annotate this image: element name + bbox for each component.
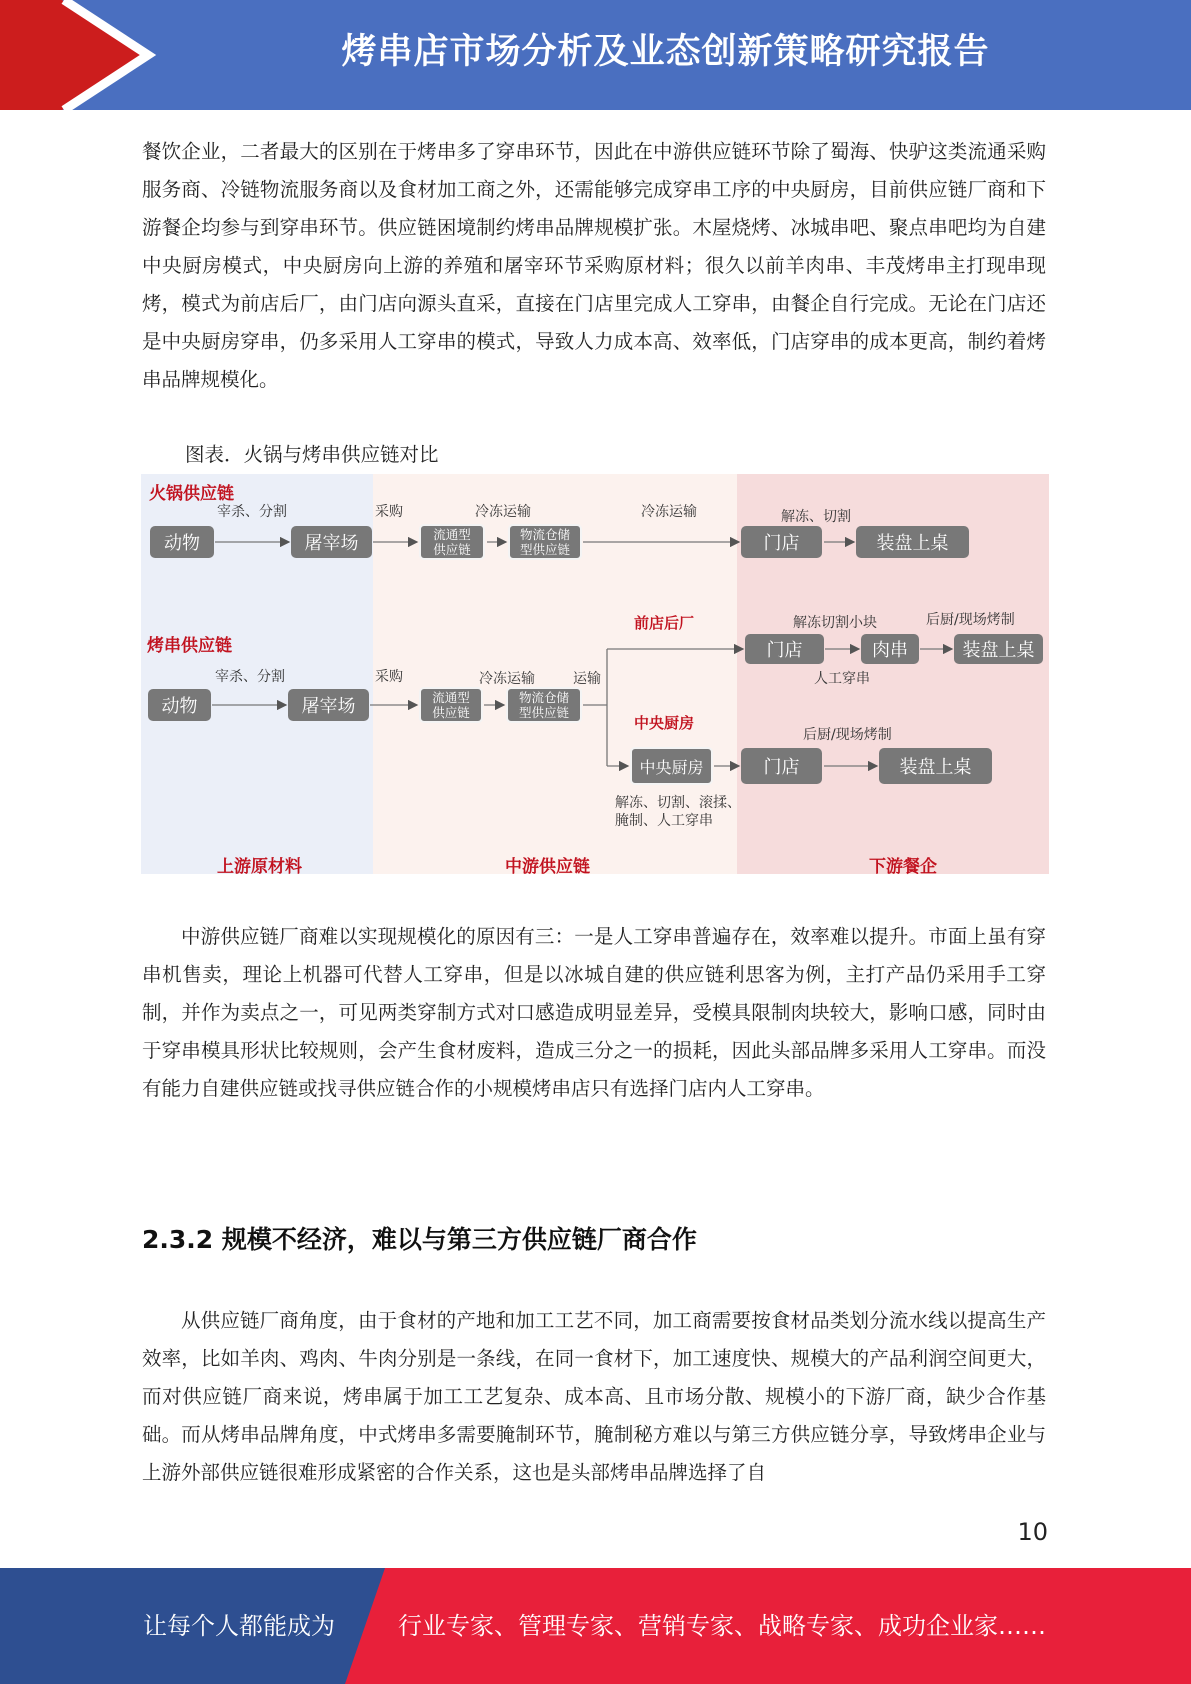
skewer-serve-box-2: 装盘上桌 bbox=[879, 748, 992, 784]
paragraph-1: 餐饮企业，二者最大的区别在于烤串多了穿串环节，因此在中游供应链环节除了蜀海、快驴这类流通采购服务商、冷链物流服务商以及食材加工商之外，还需能够完成穿串工序的中央厨房，目前供应链厂商和下游餐企均参与到穿串环节。供应链困境制约烤串品牌规模扩张。木屋烧烤、冰城串吧、聚点串吧均为自建中央厨房模式，中央厨房向上游的养殖和屠宰环节采购原材料；很久以前羊肉串、丰茂烤串主打现串现烤，模式为前店后厂，由门店向源头直采，直接在门店里完成人工穿串，由餐企自行完成。无论在门店还是中央厨房穿串，仍多采用人工穿串的模式，导致人力成本高、效率低，门店穿串的成本更高，制约着烤串品牌规模化。 bbox=[142, 140, 1046, 391]
page-number: 10 bbox=[1017, 1518, 1048, 1546]
skewer-chain-title: 烤串供应链 bbox=[147, 636, 232, 656]
hotpot-chain-title: 火锅供应链 bbox=[149, 484, 234, 504]
skewer-slaughter-label: 宰杀、分割 bbox=[215, 669, 285, 685]
skewer-transport-label: 运输 bbox=[573, 671, 601, 687]
front-store-back-factory-label: 前店后厂 bbox=[634, 614, 695, 632]
skewer-store-box-1: 门店 bbox=[745, 634, 824, 664]
paragraph-2: 中游供应链厂商难以实现规模化的原因有三：一是人工穿串普遍存在，效率难以提升。市面上虽有穿串机售卖，理论上机器可代替人工穿串，但是以冰城自建的供应链利思客为例，主打产品仍采用手工穿制，并作为卖点之一，可见两类穿制方式对口感造成明显差异，受模具限制肉块较大，影响口感，同时由于穿串模具形状比较规则，会产生食材废料，造成三分之一的损耗，因此头部品牌多采用人工穿串。而没有能力自建供应链或找寻供应链合作的小规模烤串店只有选择门店内人工穿串。 bbox=[142, 925, 1046, 1100]
paragraph-3: 从供应链厂商角度，由于食材的产地和加工工艺不同，加工商需要按食材品类划分流水线以提高生产效率，比如羊肉、鸡肉、牛肉分别是一条线，在同一食材下，加工速度快、规模大的产品利润空间更大，而对供应链厂商来说，烤串属于加工工艺复杂、成本高、且市场分散、规模小的下游厂商，缺少合作基础。而从烤串品牌角度，中式烤串多需要腌制环节，腌制秘方难以与第三方供应链分享，导致烤串企业与上游外部供应链很难形成紧密的合作关系，这也是头部烤串品牌选择了自 bbox=[142, 1309, 1046, 1484]
skewer-store-box-2: 门店 bbox=[741, 748, 822, 784]
central-kitchen-title: 中央厨房 bbox=[634, 714, 695, 732]
section-heading: 2.3.2 规模不经济，难以与第三方供应链厂商合作 bbox=[142, 1225, 697, 1254]
supply-chain-figure bbox=[141, 474, 1049, 877]
page-footer bbox=[0, 1568, 1191, 1684]
hotpot-thaw-label: 解冻、切割 bbox=[781, 509, 851, 525]
hotpot-cold-transport-label-2: 冷冻运输 bbox=[641, 504, 697, 520]
hotpot-circulation-box: 流通型 供应链 bbox=[419, 524, 485, 560]
upstream-zone-title: 上游原材料 bbox=[217, 857, 302, 877]
central-kitchen-box: 中央厨房 bbox=[630, 747, 713, 785]
downstream-zone-title: 下游餐企 bbox=[869, 857, 937, 877]
meat-skewer-box: 肉串 bbox=[861, 634, 919, 664]
hotpot-purchase-label: 采购 bbox=[375, 504, 403, 520]
skewer-logistics-box: 物流仓储 型供应链 bbox=[506, 687, 582, 723]
hotpot-cold-transport-label: 冷冻运输 bbox=[475, 504, 531, 520]
footer-slogan-left: 让每个人都能成为 bbox=[143, 1612, 335, 1640]
skewer-kitchen-label-1: 后厨/现场烤制 bbox=[926, 612, 1015, 628]
hotpot-slaughter-label: 宰杀、分割 bbox=[217, 504, 287, 520]
hotpot-store-box: 门店 bbox=[741, 526, 822, 558]
footer-slogan-right: 行业专家、管理专家、营销专家、战略专家、成功企业家…… bbox=[398, 1612, 1046, 1640]
skewer-purchase-label: 采购 bbox=[375, 669, 403, 685]
skewer-serve-box-1: 装盘上桌 bbox=[954, 634, 1043, 664]
hotpot-slaughterhouse-box: 屠宰场 bbox=[291, 526, 372, 558]
report-title: 烤串店市场分析及业态创新策略研究报告 bbox=[341, 32, 990, 72]
central-kitchen-process-label: 解冻、切割、滚揉、 腌制、人工穿串 bbox=[615, 795, 741, 829]
midstream-zone-title: 中游供应链 bbox=[505, 857, 590, 877]
hotpot-animal-box: 动物 bbox=[150, 526, 214, 558]
hotpot-logistics-box: 物流仓储 型供应链 bbox=[508, 524, 582, 560]
skewer-manual-label: 人工穿串 bbox=[814, 671, 870, 687]
page-header bbox=[0, 0, 1191, 110]
skewer-animal-box: 动物 bbox=[148, 689, 211, 721]
skewer-slaughterhouse-box: 屠宰场 bbox=[288, 689, 369, 721]
figure-caption: 图表．火锅与烤串供应链对比 bbox=[185, 443, 439, 466]
hotpot-serve-box: 装盘上桌 bbox=[856, 526, 969, 558]
skewer-cold-transport-label: 冷冻运输 bbox=[479, 671, 535, 687]
skewer-thaw-cut-label: 解冻切割小块 bbox=[793, 615, 877, 631]
skewer-kitchen-label-2: 后厨/现场烤制 bbox=[803, 727, 892, 743]
skewer-circulation-box: 流通型 供应链 bbox=[419, 687, 483, 723]
